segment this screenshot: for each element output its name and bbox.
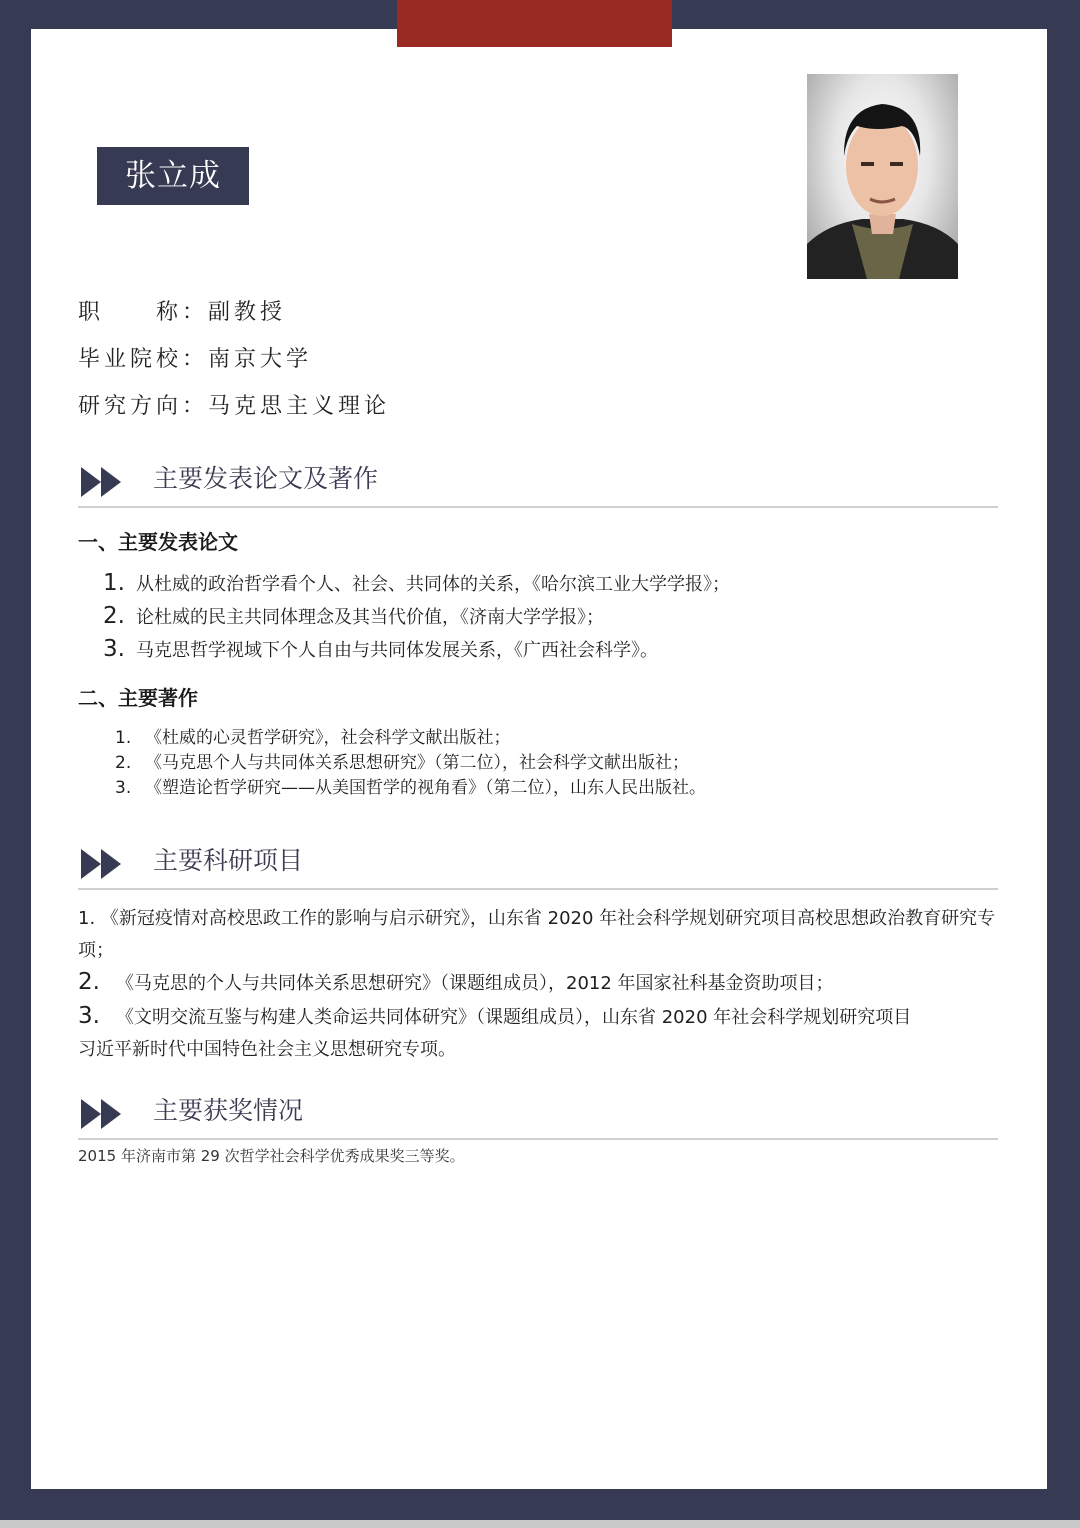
paper-text: 论杜威的民主共同体理念及其当代价值，《济南大学学报》； [136,607,604,628]
list-item [103,636,658,662]
paper-text: 从杜威的政治哲学看个人、社会、共同体的关系，《哈尔滨工业大学学报》； [136,574,730,595]
paper-text: 马克思哲学视域下个人自由与共同体发展关系，《广西社会科学》。 [136,640,658,661]
project-number: 2. [78,969,100,995]
info-research-row [78,389,390,420]
book-number: 1. [115,728,132,748]
section-title-publications: 主要发表论文及著作 [153,464,379,493]
list-item [103,570,730,596]
title-value: 副教授 [208,300,287,325]
title-label: 职 称： [78,300,209,325]
list-item [78,1000,1008,1066]
bottom-strip [0,1520,1080,1528]
paper-number: 2. [103,603,125,629]
research-label: 研究方向： [78,394,209,419]
top-accent-bar [397,0,672,47]
book-text: 《杜威的心灵哲学研究》，社会科学文献出版社； [145,728,511,748]
portrait-photo [807,74,958,279]
book-text: 《马克思个人与共同体关系思想研究》（第二位），社会科学文献出版社； [145,753,689,773]
project-text: 《新冠疫情对高校思政工作的影响与启示研究》，山东省 2020 年社会科学规划研究项目高校思想政治教育研究专项； [78,908,996,961]
paper-number: 1. [103,570,125,596]
book-number: 2. [115,753,132,773]
list-item [115,748,689,773]
section-title-awards: 主要获奖情况 [153,1096,304,1125]
award-text: 2015 年济南市第 29 次哲学社会科学优秀成果奖三等奖。 [78,1147,465,1165]
section-publications [78,459,998,509]
section-projects [78,841,998,891]
list-item [115,723,511,748]
project-text-continued: 习近平新时代中国特色社会主义思想研究专项。 [78,1039,456,1060]
double-chevron-icon [81,1097,125,1135]
person-name: 张立成 [97,147,249,205]
double-chevron-icon [81,465,125,503]
double-chevron-icon [81,847,125,885]
book-text: 《塑造论哲学研究——从美国哲学的视角看》（第二位），山东人民出版社。 [145,778,706,798]
school-value: 南京大学 [208,347,313,372]
portrait-image [807,74,958,279]
books-heading: 二、主要著作 [78,686,198,710]
project-text: 《马克思的个人与共同体关系思想研究》（课题组成员），2012 年国家社科基金资助项目； [116,973,834,994]
project-number: 3. [78,1003,100,1029]
list-item [115,773,706,798]
book-number: 3. [115,778,132,798]
papers-heading: 一、主要发表论文 [78,530,238,554]
research-value: 马克思主义理论 [208,394,391,419]
section-divider [78,888,998,890]
list-item [78,903,1008,967]
project-text: 《文明交流互鉴与构建人类命运共同体研究》（课题组成员），山东省 2020 年社会科学规划研究项目 [116,1007,912,1028]
list-item [103,603,604,629]
info-title-row [78,295,286,326]
section-awards [78,1091,998,1141]
paper-number: 3. [103,636,125,662]
section-divider [78,506,998,508]
project-number: 1. [78,908,96,929]
school-label: 毕业院校： [78,347,209,372]
section-divider [78,1138,998,1140]
section-title-projects: 主要科研项目 [153,846,304,875]
info-school-row [78,342,312,373]
list-item [78,966,1008,1000]
